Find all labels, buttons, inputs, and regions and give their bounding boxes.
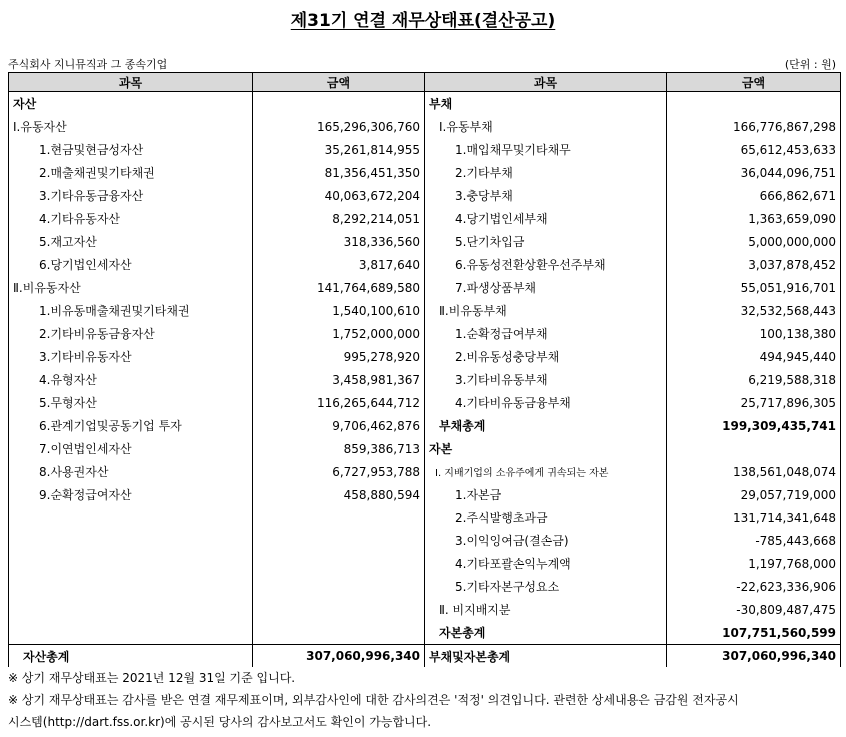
liability-equity-item: 4.기타포괄손익누계액 — [425, 552, 667, 575]
liability-equity-item: 4.당기법인세부채 — [425, 207, 667, 230]
right-item-header: 과목 — [425, 73, 667, 92]
asset-item: 1.현금및현금성자산 — [9, 138, 253, 161]
liability-equity-item: 부채총계 — [425, 414, 667, 437]
table-row — [9, 138, 841, 161]
liability-equity-amount: 131,714,341,648 — [667, 506, 841, 529]
asset-amount: 1,752,000,000 — [253, 322, 425, 345]
table-row — [9, 414, 841, 437]
asset-amount — [253, 529, 425, 552]
table-row — [9, 529, 841, 552]
liability-equity-amount: 29,057,719,000 — [667, 483, 841, 506]
liability-equity-amount: -785,443,668 — [667, 529, 841, 552]
liability-equity-item: 3.이익잉여금(결손금) — [425, 529, 667, 552]
liability-equity-amount: 1,197,768,000 — [667, 552, 841, 575]
asset-item — [9, 621, 253, 645]
asset-amount — [253, 506, 425, 529]
total-assets-amount: 307,060,996,340 — [253, 645, 425, 668]
asset-amount: 116,265,644,712 — [253, 391, 425, 414]
asset-item: 1.비유동매출채권및기타채권 — [9, 299, 253, 322]
table-row — [9, 253, 841, 276]
asset-item: 4.유형자산 — [9, 368, 253, 391]
table-row — [9, 391, 841, 414]
asset-amount: 6,727,953,788 — [253, 460, 425, 483]
right-amount-header: 금액 — [667, 73, 841, 92]
footnotes — [8, 667, 840, 733]
liability-equity-amount: 666,862,671 — [667, 184, 841, 207]
footnote: ※ 상기 재무상태표는 2021년 12월 31일 기준 입니다. — [8, 671, 296, 685]
liability-equity-item: 1.자본금 — [425, 483, 667, 506]
asset-amount: 318,336,560 — [253, 230, 425, 253]
table-row — [9, 621, 841, 645]
unit-label: (단위 : 원) — [784, 58, 836, 71]
asset-item: 자산 — [9, 92, 253, 116]
asset-item — [9, 552, 253, 575]
asset-amount: 859,386,713 — [253, 437, 425, 460]
liability-equity-amount: 32,532,568,443 — [667, 299, 841, 322]
footnote: ※ 상기 재무상태표는 감사를 받은 연결 재무제표이며, 외부감사인에 대한 감사의견은 '적정' 의견입니다. 관련한 상세내용은 금감원 전자공시 — [8, 693, 739, 707]
asset-amount — [253, 598, 425, 621]
liability-equity-item: Ⅱ.비유동부채 — [425, 299, 667, 322]
asset-item — [9, 575, 253, 598]
asset-item — [9, 529, 253, 552]
table-row — [9, 552, 841, 575]
asset-item: 6.당기법인세자산 — [9, 253, 253, 276]
asset-item: Ⅱ.비유동자산 — [9, 276, 253, 299]
table-row — [9, 184, 841, 207]
asset-item: 2.기타비유동금융자산 — [9, 322, 253, 345]
table-row — [9, 276, 841, 299]
asset-item: 5.재고자산 — [9, 230, 253, 253]
asset-item: 5.무형자산 — [9, 391, 253, 414]
table-row — [9, 92, 841, 116]
liability-equity-item: I. 지배기업의 소유주에게 귀속되는 자본 — [425, 460, 667, 483]
liability-equity-amount: 55,051,916,701 — [667, 276, 841, 299]
page-title: 제31기 연결 재무상태표(결산공고) — [290, 11, 556, 31]
total-liab-equity-amount: 307,060,996,340 — [667, 645, 841, 668]
liability-equity-amount: 100,138,380 — [667, 322, 841, 345]
asset-amount: 1,540,100,610 — [253, 299, 425, 322]
asset-amount — [253, 621, 425, 645]
liability-equity-amount: 25,717,896,305 — [667, 391, 841, 414]
table-row — [9, 322, 841, 345]
liability-equity-item: 2.주식발행초과금 — [425, 506, 667, 529]
table-row — [9, 506, 841, 529]
asset-amount: 165,296,306,760 — [253, 115, 425, 138]
table-row — [9, 437, 841, 460]
table-row — [9, 575, 841, 598]
table-row — [9, 345, 841, 368]
liability-equity-amount: 1,363,659,090 — [667, 207, 841, 230]
liability-equity-item: 5.단기차입금 — [425, 230, 667, 253]
liability-equity-item: 3.충당부채 — [425, 184, 667, 207]
liability-equity-amount: 3,037,878,452 — [667, 253, 841, 276]
liability-equity-amount: 494,945,440 — [667, 345, 841, 368]
table-row — [9, 207, 841, 230]
asset-item: 4.기타유동자산 — [9, 207, 253, 230]
liability-equity-item: 자본총계 — [425, 621, 667, 645]
liability-equity-amount: 5,000,000,000 — [667, 230, 841, 253]
total-assets-label: 자산총계 — [9, 645, 253, 668]
liability-equity-item: 1.매입채무및기타채무 — [425, 138, 667, 161]
asset-item: 3.기타비유동자산 — [9, 345, 253, 368]
asset-amount: 995,278,920 — [253, 345, 425, 368]
asset-item: 7.이연법인세자산 — [9, 437, 253, 460]
liability-equity-item: 7.파생상품부채 — [425, 276, 667, 299]
liability-equity-amount: 138,561,048,074 — [667, 460, 841, 483]
asset-item — [9, 598, 253, 621]
company-name: 주식회사 지니뮤직과 그 종속기업 — [8, 58, 168, 71]
liability-equity-item: 자본 — [425, 437, 667, 460]
total-liab-equity-label: 부채및자본총계 — [425, 645, 667, 668]
liability-equity-amount: -30,809,487,475 — [667, 598, 841, 621]
liability-equity-item: 부채 — [425, 92, 667, 116]
table-row — [9, 460, 841, 483]
liability-equity-item: 4.기타비유동금융부채 — [425, 391, 667, 414]
liability-equity-item: 2.기타부채 — [425, 161, 667, 184]
liability-equity-item: Ⅱ. 비지배지분 — [425, 598, 667, 621]
liability-equity-item: 3.기타비유동부채 — [425, 368, 667, 391]
asset-item: 2.매출채권및기타채권 — [9, 161, 253, 184]
asset-item: 3.기타유동금융자산 — [9, 184, 253, 207]
header-row — [9, 73, 841, 92]
liability-equity-amount: 36,044,096,751 — [667, 161, 841, 184]
table-row — [9, 368, 841, 391]
asset-amount: 8,292,214,051 — [253, 207, 425, 230]
left-amount-header: 금액 — [253, 73, 425, 92]
balance-sheet-table — [8, 72, 841, 667]
table-row — [9, 299, 841, 322]
footnote: 시스템(http://dart.fss.or.kr)에 공시된 당사의 감사보고서도 확인이 가능합니다. — [8, 715, 432, 729]
asset-amount: 40,063,672,204 — [253, 184, 425, 207]
table-row — [9, 230, 841, 253]
asset-amount — [253, 575, 425, 598]
liability-equity-amount: 65,612,453,633 — [667, 138, 841, 161]
asset-amount — [253, 92, 425, 116]
liability-equity-item: 1.순확정급여부채 — [425, 322, 667, 345]
asset-amount: 81,356,451,350 — [253, 161, 425, 184]
asset-amount: 9,706,462,876 — [253, 414, 425, 437]
liability-equity-amount — [667, 437, 841, 460]
liability-equity-amount: -22,623,336,906 — [667, 575, 841, 598]
asset-item: 6.관계기업및공동기업 투자 — [9, 414, 253, 437]
liability-equity-item: Ⅰ.유동부채 — [425, 115, 667, 138]
table-row — [9, 598, 841, 621]
table-row — [9, 483, 841, 506]
table-row — [9, 115, 841, 138]
left-item-header: 과목 — [9, 73, 253, 92]
asset-amount: 141,764,689,580 — [253, 276, 425, 299]
asset-item: 8.사용권자산 — [9, 460, 253, 483]
asset-item: Ⅰ.유동자산 — [9, 115, 253, 138]
liability-equity-amount — [667, 92, 841, 116]
liability-equity-amount: 166,776,867,298 — [667, 115, 841, 138]
asset-item — [9, 506, 253, 529]
asset-amount: 3,458,981,367 — [253, 368, 425, 391]
asset-amount: 3,817,640 — [253, 253, 425, 276]
liability-equity-amount: 199,309,435,741 — [667, 414, 841, 437]
liability-equity-item: 2.비유동성충당부채 — [425, 345, 667, 368]
asset-amount: 35,261,814,955 — [253, 138, 425, 161]
asset-amount: 458,880,594 — [253, 483, 425, 506]
table-row — [9, 161, 841, 184]
total-row — [9, 645, 841, 668]
liability-equity-amount: 107,751,560,599 — [667, 621, 841, 645]
liability-equity-item: 6.유동성전환상환우선주부채 — [425, 253, 667, 276]
asset-amount — [253, 552, 425, 575]
asset-item: 9.순확정급여자산 — [9, 483, 253, 506]
liability-equity-amount: 6,219,588,318 — [667, 368, 841, 391]
liability-equity-item: 5.기타자본구성요소 — [425, 575, 667, 598]
